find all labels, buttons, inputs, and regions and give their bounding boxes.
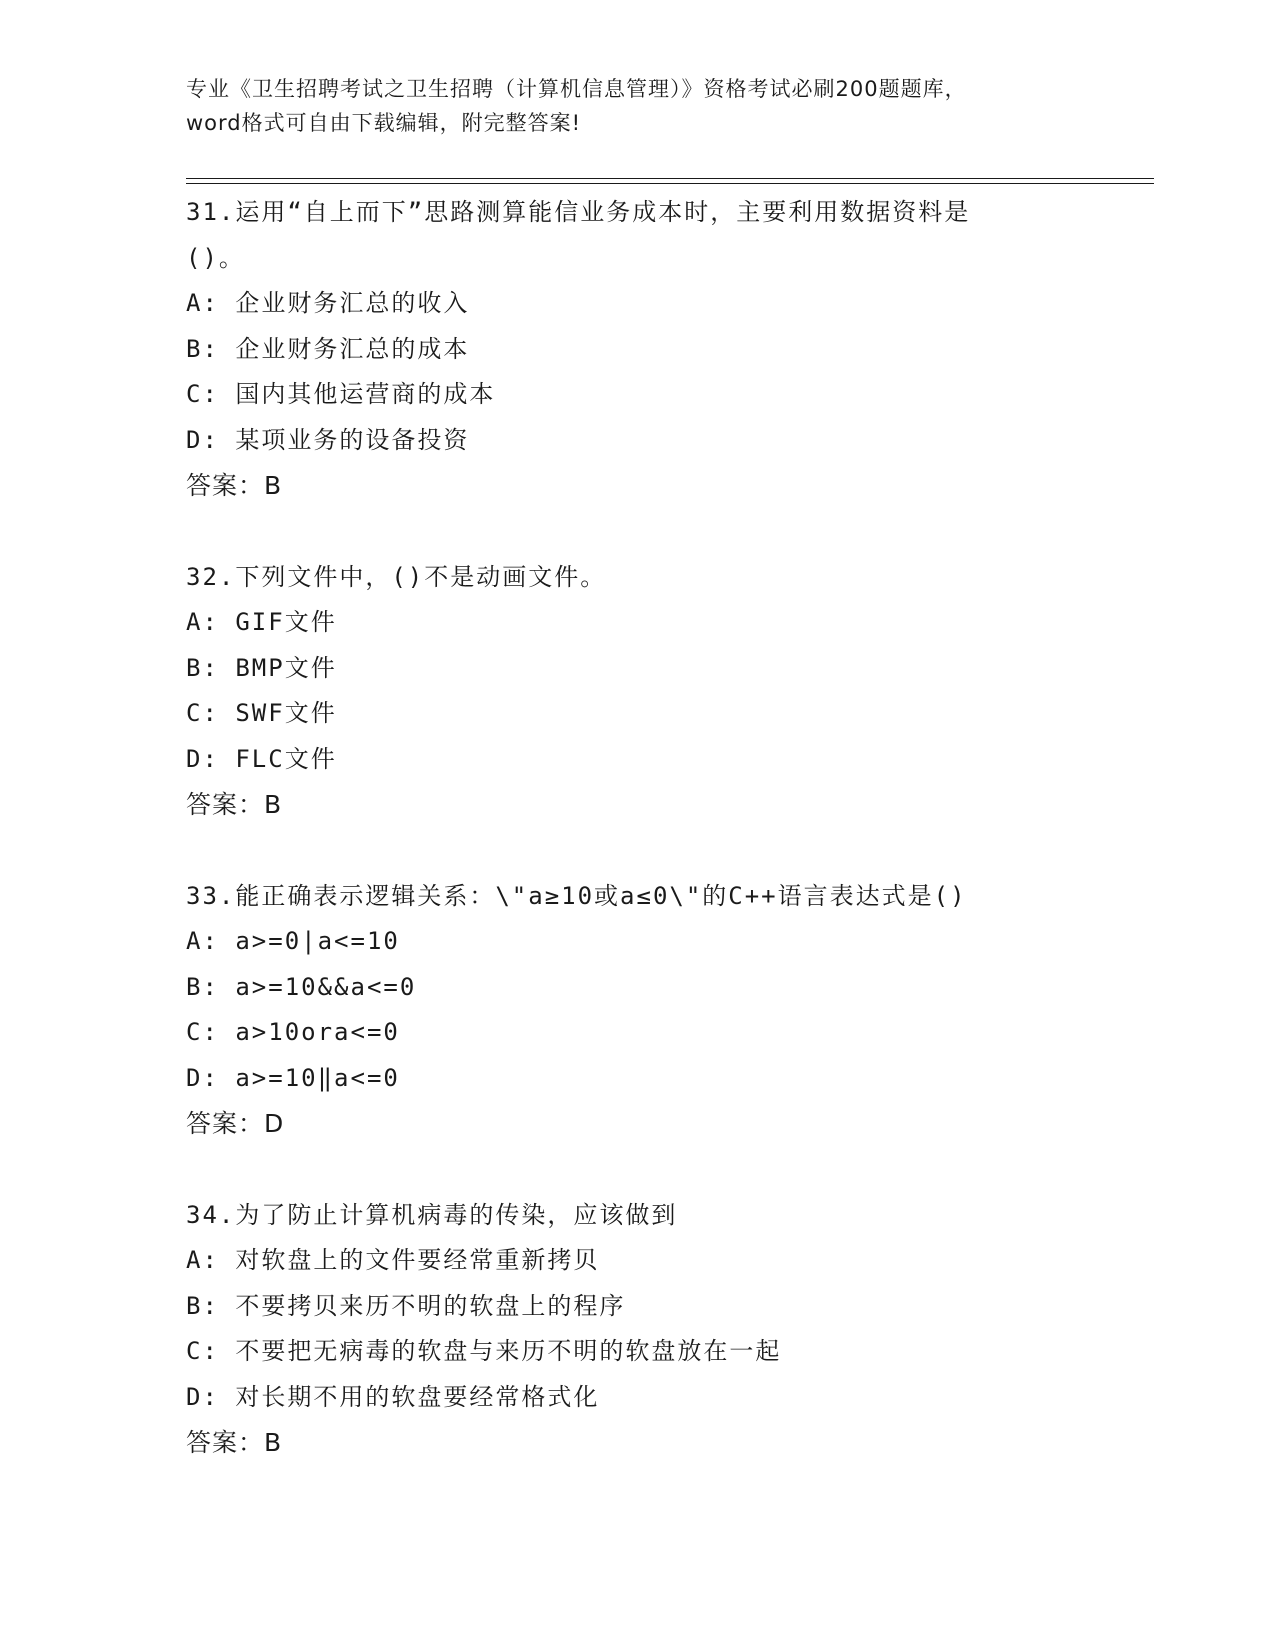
header-line-1: 专业《卫生招聘考试之卫生招聘（计算机信息管理）》资格考试必刷200题题库，	[186, 77, 967, 101]
option-b: B: 企业财务汇总的成本	[186, 334, 470, 363]
option-c: C: 国内其他运营商的成本	[186, 380, 496, 408]
answer-line: 答案：B	[186, 1428, 283, 1457]
option-c: C: SWF文件	[186, 699, 337, 727]
question-31	[186, 190, 1146, 509]
header-divider-top	[186, 178, 1154, 179]
option-a: A: 对软盘上的文件要经常重新拷贝	[186, 1246, 600, 1274]
question-stem: 33.能正确表示逻辑关系：\"a≥10或a≤0\"的C++语言表达式是()	[186, 881, 967, 910]
option-b: B: a>=10&&a<=0	[186, 972, 417, 1001]
answer-line: 答案：D	[186, 1109, 285, 1138]
option-b: B: BMP文件	[186, 653, 337, 682]
option-c: C: 不要把无病毒的软盘与来历不明的软盘放在一起	[186, 1337, 782, 1365]
question-34	[186, 1193, 1146, 1466]
header-divider-bottom	[186, 183, 1154, 184]
question-32	[186, 555, 1146, 828]
question-list	[186, 190, 1146, 1512]
option-a: A: 企业财务汇总的收入	[186, 289, 470, 317]
document-header	[186, 72, 1086, 140]
option-d: D: 某项业务的设备投资	[186, 425, 470, 454]
header-line-2: word格式可自由下载编辑，附完整答案!	[186, 111, 582, 135]
question-stem-continued: ()。	[186, 243, 245, 272]
option-a: A: a>=0|a<=10	[186, 927, 400, 955]
question-stem: 32.下列文件中，()不是动画文件。	[186, 562, 607, 591]
question-stem: 31.运用“自上而下”思路测算能信业务成本时，主要利用数据资料是	[186, 198, 971, 226]
option-d: D: FLC文件	[186, 744, 337, 773]
option-c: C: a>10ora<=0	[186, 1018, 400, 1046]
option-a: A: GIF文件	[186, 608, 337, 636]
option-d: D: a>=10‖a<=0	[186, 1063, 400, 1092]
question-stem: 34.为了防止计算机病毒的传染，应该做到	[186, 1200, 678, 1229]
question-33	[186, 874, 1146, 1147]
answer-line: 答案：B	[186, 790, 283, 819]
option-d: D: 对长期不用的软盘要经常格式化	[186, 1382, 600, 1411]
option-b: B: 不要拷贝来历不明的软盘上的程序	[186, 1291, 626, 1320]
answer-line: 答案：B	[186, 471, 283, 500]
